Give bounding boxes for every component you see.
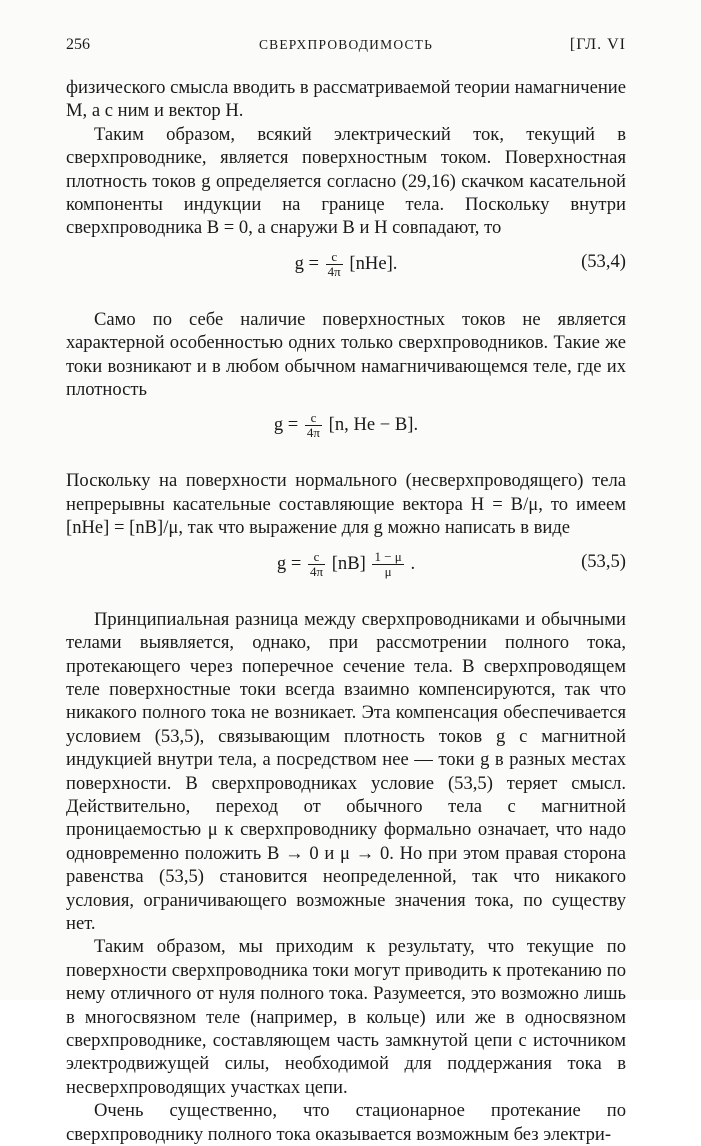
paragraph-6: Таким образом, мы приходим к результату, что текущие по поверхности сверхпроводника токи могут приводить к протеканию по нему отличного от нуля полного тока. Разумеется, это возможно лишь в многосвязном теле (например, в кольце) или же в односвязном сверхпроводнике, составляющем часть замкнутой цепи с источником электродвижущей силы, необходимой для поддержания тока в несверхпроводящих участках цепи. xyxy=(66,936,626,1098)
paragraph-1: физического смысла вводить в рассматриваемой теории намагничение M, а с ним и вектор H. xyxy=(66,77,627,122)
eq1-fraction xyxy=(326,250,343,279)
eq1-denominator: 4π xyxy=(327,263,341,279)
eq2-numerator: c xyxy=(305,411,322,426)
eq3-denominator: 4π xyxy=(309,563,324,579)
paragraph-2: Таким образом, всякий электрический ток, текущий в сверхпроводнике, является поверхностным током. Поверхностная плотность токов g определяется согласно (29,16) скачком касательной компоненты индукции на границе тела. Поскольку внутри сверхпроводника B = 0, а снаружи B и H совпадают, то xyxy=(66,123,626,239)
paragraph-5: Принципиальная разница между сверхпроводниками и обычными телами выявляется, однако, при рассмотрении полного тока, протекающего через поперечное сечение тела. В сверхпроводящем теле поверхностные токи всегда взаимно компенсируются, так что никакого полного тока не возникает. Эта компенсация обеспечивается условием (53,5), связывающим плотность токов g с магнитной индукцией внутри тела, а посредством нее — токи g в разных местах поверхности. В сверхпроводниках условие (53,5) теряет смысл. Действительно, переход от обычного тела с магнитной проницаемостью μ к сверхпроводнику формально означает, что надо одновременно положить B → 0 и μ → 0. Но при этом правая сторона равенства (53,5) становится неопределенной, так что никакого условия, ограничивающего возможные значения тока, по существу нет. xyxy=(66,608,626,934)
eq3-label: (53,5) xyxy=(581,550,626,572)
eq1-label: (53,4) xyxy=(581,250,626,272)
body-text xyxy=(66,76,626,1146)
eq1-lhs: g = xyxy=(294,252,320,274)
eq2-rhs: [n, He − B]. xyxy=(328,414,419,436)
eq1-numerator: c xyxy=(326,250,343,265)
eq1-rhs: [nHe]. xyxy=(349,252,398,274)
eq3-denominator-2: μ xyxy=(384,563,392,579)
chapter-marker: [ГЛ. VI xyxy=(569,36,626,53)
eq3-lhs: g = xyxy=(276,552,302,574)
paragraph-4: Поскольку на поверхности нормального (несверхпроводящего) тела непрерывны касательные составляющие вектора H = B/μ, то имеем [nHe] = [nB]/μ, так что выражение для g можно написать в виде xyxy=(66,470,626,539)
running-title: СВЕРХПРОВОДИМОСТЬ xyxy=(258,37,434,52)
eq2-lhs: g = xyxy=(273,414,299,436)
equation-53-5 xyxy=(66,550,626,590)
equation-53-4 xyxy=(66,250,626,290)
paragraph-3: Само по себе наличие поверхностных токов не является характерной особенностью одних только сверхпроводников. Такие же токи возникают и в любом обычном намагничивающемся теле, где их плотность xyxy=(66,308,626,401)
eq3-numerator: c xyxy=(308,550,325,565)
eq3-fraction-2 xyxy=(372,550,403,579)
eq3-mid: [nB] xyxy=(331,552,366,574)
eq3-numerator-2: 1 − μ xyxy=(374,548,402,564)
eq3-fraction xyxy=(308,550,325,579)
eq2-denominator: 4π xyxy=(306,425,320,441)
page-header xyxy=(66,36,626,60)
equation-surface-current xyxy=(66,411,626,451)
eq2-fraction xyxy=(305,411,322,440)
page-number: 256 xyxy=(66,36,90,53)
eq3-tail: . xyxy=(410,552,416,574)
paragraph-7: Очень существенно, что стационарное протекание по сверхпроводнику полного тока оказывается возможным без электри- xyxy=(66,1100,626,1145)
